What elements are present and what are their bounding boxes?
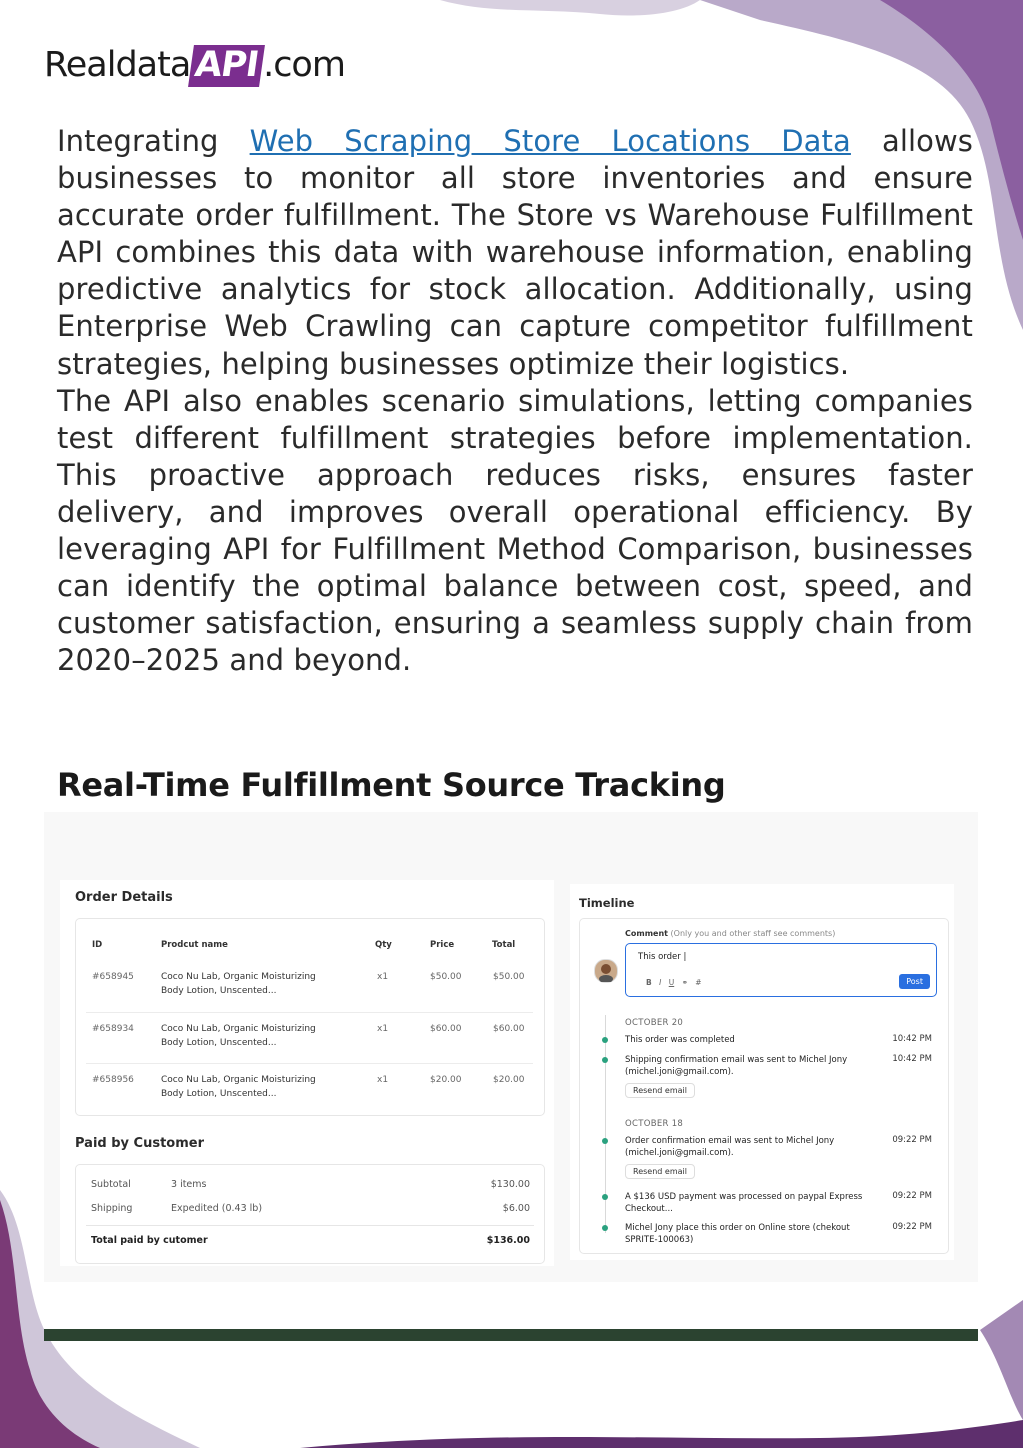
row-price: $50.00: [430, 972, 462, 982]
col-name: Prodcut name: [161, 940, 228, 950]
row-price: $20.00: [430, 1075, 462, 1085]
timeline-rail: [605, 1015, 606, 1233]
row-name: Coco Nu Lab, Organic Moisturizing: [161, 1075, 316, 1085]
row-total: $20.00: [493, 1075, 525, 1085]
event-time: 09:22 PM: [892, 1222, 932, 1232]
row-name-2: Body Lotion, Unscented...: [161, 1089, 277, 1099]
event-dot: [602, 1057, 608, 1063]
hash-icon[interactable]: #: [695, 978, 702, 987]
shipping-label: Shipping: [91, 1203, 133, 1214]
event-dot: [602, 1194, 608, 1200]
timeline-panel: [570, 884, 954, 1260]
event-time: 09:22 PM: [892, 1135, 932, 1145]
timeline-event-2: SPRITE-100063): [625, 1235, 694, 1245]
logo-suffix: .com: [263, 45, 345, 85]
store-locations-link[interactable]: Web Scraping Store Locations Data: [249, 124, 851, 158]
post-button[interactable]: Post: [899, 974, 930, 989]
col-id: ID: [92, 940, 103, 950]
divider: [86, 1225, 534, 1226]
row-name: Coco Nu Lab, Organic Moisturizing: [161, 1024, 316, 1034]
col-price: Price: [430, 940, 455, 950]
link-icon[interactable]: ⚭: [681, 978, 688, 987]
shipping-detail: Expedited (0.43 lb): [171, 1203, 263, 1214]
row-id: #658934: [92, 1024, 134, 1034]
timeline-event: Shipping confirmation email was sent to Michel Jony: [625, 1055, 848, 1065]
bold-icon[interactable]: B: [646, 978, 652, 987]
avatar: [594, 959, 618, 983]
underline-icon[interactable]: U: [668, 978, 675, 987]
row-id: #658945: [92, 972, 134, 982]
row-total: $60.00: [493, 1024, 525, 1034]
subtotal-value: $130.00: [490, 1179, 530, 1190]
row-name: Coco Nu Lab, Organic Moisturizing: [161, 972, 316, 982]
row-total: $50.00: [493, 972, 525, 982]
logo-badge: API: [188, 45, 265, 87]
footer-bar: [44, 1329, 978, 1341]
comment-label: Comment: [625, 929, 668, 938]
paragraph-1: [57, 123, 973, 383]
total-label: Total paid by cutomer: [91, 1235, 208, 1246]
shipping-value: $6.00: [502, 1203, 530, 1214]
comment-label-row: [625, 929, 835, 938]
section-title: Real-Time Fulfillment Source Tracking: [57, 766, 726, 804]
payment-summary-card: [75, 1164, 545, 1264]
comment-box[interactable]: [625, 943, 937, 997]
paragraph-2: The API also enables scenario simulations, letting companies test different fulfillment strategies before implementation. This proactive approach reduces risks, ensures faster delivery, and improves overall operational efficiency. By leveraging API for Fulfillment Method Comparison, businesses can identify the optimal balance between cost, speed, and customer satisfaction, ensuring a seamless supply chain from 2020–2025 and beyond.: [57, 383, 973, 678]
order-items-card: [75, 918, 545, 1116]
subtotal-detail: 3 items: [171, 1179, 207, 1190]
italic-icon[interactable]: I: [659, 978, 662, 987]
timeline-event: Michel Jony place this order on Online store (chekout: [625, 1223, 850, 1233]
resend-email-button[interactable]: Resend email: [625, 1164, 695, 1179]
avatar-face-icon: [595, 960, 617, 982]
logo-prefix: Realdata: [44, 45, 191, 85]
event-time: 10:42 PM: [892, 1034, 932, 1044]
timeline-card: [579, 918, 949, 1254]
row-name-2: Body Lotion, Unscented...: [161, 986, 277, 996]
row-id: #658956: [92, 1075, 134, 1085]
comment-hint: (Only you and other staff see comments): [670, 929, 836, 938]
event-time: 10:42 PM: [892, 1054, 932, 1064]
order-details-title: Order Details: [75, 890, 173, 905]
timeline-event-2: (michel.joni@gmail.com).: [625, 1067, 734, 1077]
paragraph-1-rest: allows businesses to monitor all store inventories and ensure accurate order fulfillment. The Store vs Warehouse Fulfillment API combines this data with warehouse information, enabling predictive analytics for stock allocation. Additionally, using Enterprise Web Crawling can capture competitor fulfillment strategies, helping businesses optimize their logistics.: [57, 124, 974, 381]
paid-by-customer-title: Paid by Customer: [75, 1136, 204, 1151]
timeline-event-2: Checkout...: [625, 1204, 673, 1214]
event-dot: [602, 1037, 608, 1043]
event-dot: [602, 1225, 608, 1231]
timeline-date: OCTOBER 20: [625, 1018, 684, 1028]
table-row[interactable]: [86, 1012, 533, 1063]
paragraph-1-lead: Integrating: [57, 124, 250, 158]
row-qty: x1: [377, 972, 389, 982]
table-row[interactable]: [86, 1063, 533, 1114]
row-price: $60.00: [430, 1024, 462, 1034]
realdataapi-logo: [44, 40, 345, 90]
total-value: $136.00: [486, 1235, 530, 1246]
order-panel: [60, 880, 554, 1266]
resend-email-button[interactable]: Resend email: [625, 1083, 695, 1098]
col-total: Total: [492, 940, 516, 950]
timeline-date: OCTOBER 18: [625, 1119, 684, 1129]
format-toolbar: [646, 978, 702, 987]
subtotal-label: Subtotal: [91, 1179, 131, 1190]
timeline-event-2: (michel.joni@gmail.com).: [625, 1148, 734, 1158]
article-body: [57, 123, 973, 679]
row-name-2: Body Lotion, Unscented...: [161, 1038, 277, 1048]
row-qty: x1: [377, 1075, 389, 1085]
fulfillment-screenshot: [44, 812, 978, 1282]
col-qty: Qty: [375, 940, 392, 950]
event-dot: [602, 1138, 608, 1144]
timeline-title: Timeline: [579, 896, 635, 910]
timeline-event: Order confirmation email was sent to Michel Jony: [625, 1136, 835, 1146]
event-time: 09:22 PM: [892, 1191, 932, 1201]
comment-input[interactable]: This order |: [638, 952, 687, 962]
timeline-event: This order was completed: [625, 1035, 735, 1045]
table-row[interactable]: [86, 961, 533, 1011]
timeline-event: A $136 USD payment was processed on paypal Express: [625, 1192, 863, 1202]
row-qty: x1: [377, 1024, 389, 1034]
